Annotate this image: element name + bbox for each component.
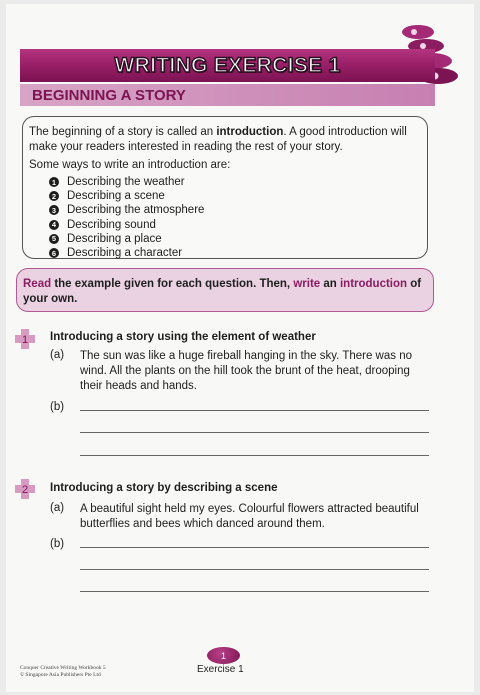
instruction-text bbox=[23, 277, 429, 307]
list-item-text: Describing a place bbox=[67, 232, 162, 245]
list-item bbox=[49, 232, 204, 246]
question-number: 1 bbox=[21, 334, 29, 346]
ways-label: Some ways to write an introduction are: bbox=[29, 159, 231, 171]
answer-line[interactable] bbox=[80, 591, 429, 592]
answer-label: (b) bbox=[50, 538, 65, 550]
answer-line[interactable] bbox=[80, 432, 429, 433]
list-item bbox=[49, 175, 204, 189]
subtitle-banner bbox=[20, 84, 435, 106]
book-title: Conquer Creative Writing Workbook 5 bbox=[20, 665, 106, 671]
list-item-text: Describing a scene bbox=[67, 190, 165, 203]
answer-line[interactable] bbox=[80, 410, 429, 411]
intro-text: The beginning of a story is called an bbox=[29, 126, 217, 138]
introduction-info-box bbox=[22, 116, 428, 259]
question-title: Introducing a story by describing a scene bbox=[50, 482, 278, 494]
list-item bbox=[49, 203, 204, 217]
list-item bbox=[49, 189, 204, 203]
answer-label: (a) bbox=[50, 502, 65, 514]
list-item-text: Describing the atmosphere bbox=[67, 204, 205, 217]
answer-line[interactable] bbox=[80, 455, 429, 456]
intro-text: . A good introduction will make your readers interested in reading the rest of your story. bbox=[29, 126, 407, 153]
instruction-part: an bbox=[320, 278, 340, 290]
answer-label: (a) bbox=[50, 349, 65, 361]
list-item bbox=[49, 218, 204, 232]
number-bullet-icon: 2 bbox=[49, 191, 59, 201]
number-bullet-icon: 3 bbox=[49, 205, 59, 215]
list-item bbox=[49, 246, 204, 260]
question-title: Introducing a story using the element of weather bbox=[50, 331, 316, 343]
instruction-keyword: write bbox=[293, 278, 321, 290]
workbook-page bbox=[6, 4, 474, 692]
intro-paragraph bbox=[29, 125, 423, 155]
title-banner bbox=[20, 49, 435, 82]
list-item-text: Describing sound bbox=[67, 218, 156, 231]
question-number-icon bbox=[13, 477, 37, 501]
example-answer: The sun was like a huge fireball hanging in the sky. There was no wind. All the plants on the hill took the brunt of the heat, drooping their heads and hands. bbox=[80, 350, 412, 392]
instruction-keyword: introduction bbox=[339, 278, 408, 290]
list-item-text: Describing a character bbox=[67, 247, 183, 260]
intro-keyword: introduction bbox=[216, 126, 284, 138]
copyright-text: © Singapore Asia Publishers Pte Ltd bbox=[20, 672, 101, 678]
number-bullet-icon: 6 bbox=[49, 248, 59, 258]
answer-line[interactable] bbox=[80, 547, 429, 548]
example-answer: A beautiful sight held my eyes. Colourful flowers attracted beautiful butterflies and bees which danced around them. bbox=[80, 503, 419, 530]
question-number: 2 bbox=[21, 484, 29, 496]
question-number-icon bbox=[13, 327, 37, 351]
page-subtitle: BEGINNING A STORY bbox=[32, 86, 186, 104]
number-bullet-icon: 5 bbox=[49, 234, 59, 244]
page-number-badge: 1 bbox=[207, 647, 240, 664]
instruction-part: the example given for each question. Then, bbox=[51, 278, 294, 290]
ways-list bbox=[49, 175, 204, 260]
answer-label: (b) bbox=[50, 401, 65, 413]
number-bullet-icon: 4 bbox=[49, 220, 59, 230]
list-item-text: Describing the weather bbox=[67, 176, 185, 189]
instruction-keyword: Read bbox=[23, 278, 52, 290]
footer-credits bbox=[20, 665, 106, 679]
answer-line[interactable] bbox=[80, 569, 429, 570]
number-bullet-icon: 1 bbox=[49, 177, 59, 187]
page-title: WRITING EXERCISE 1 bbox=[114, 53, 341, 77]
instruction-part: of your own. bbox=[23, 278, 422, 305]
footer-exercise-label: Exercise 1 bbox=[197, 664, 244, 675]
instruction-box bbox=[16, 268, 434, 312]
